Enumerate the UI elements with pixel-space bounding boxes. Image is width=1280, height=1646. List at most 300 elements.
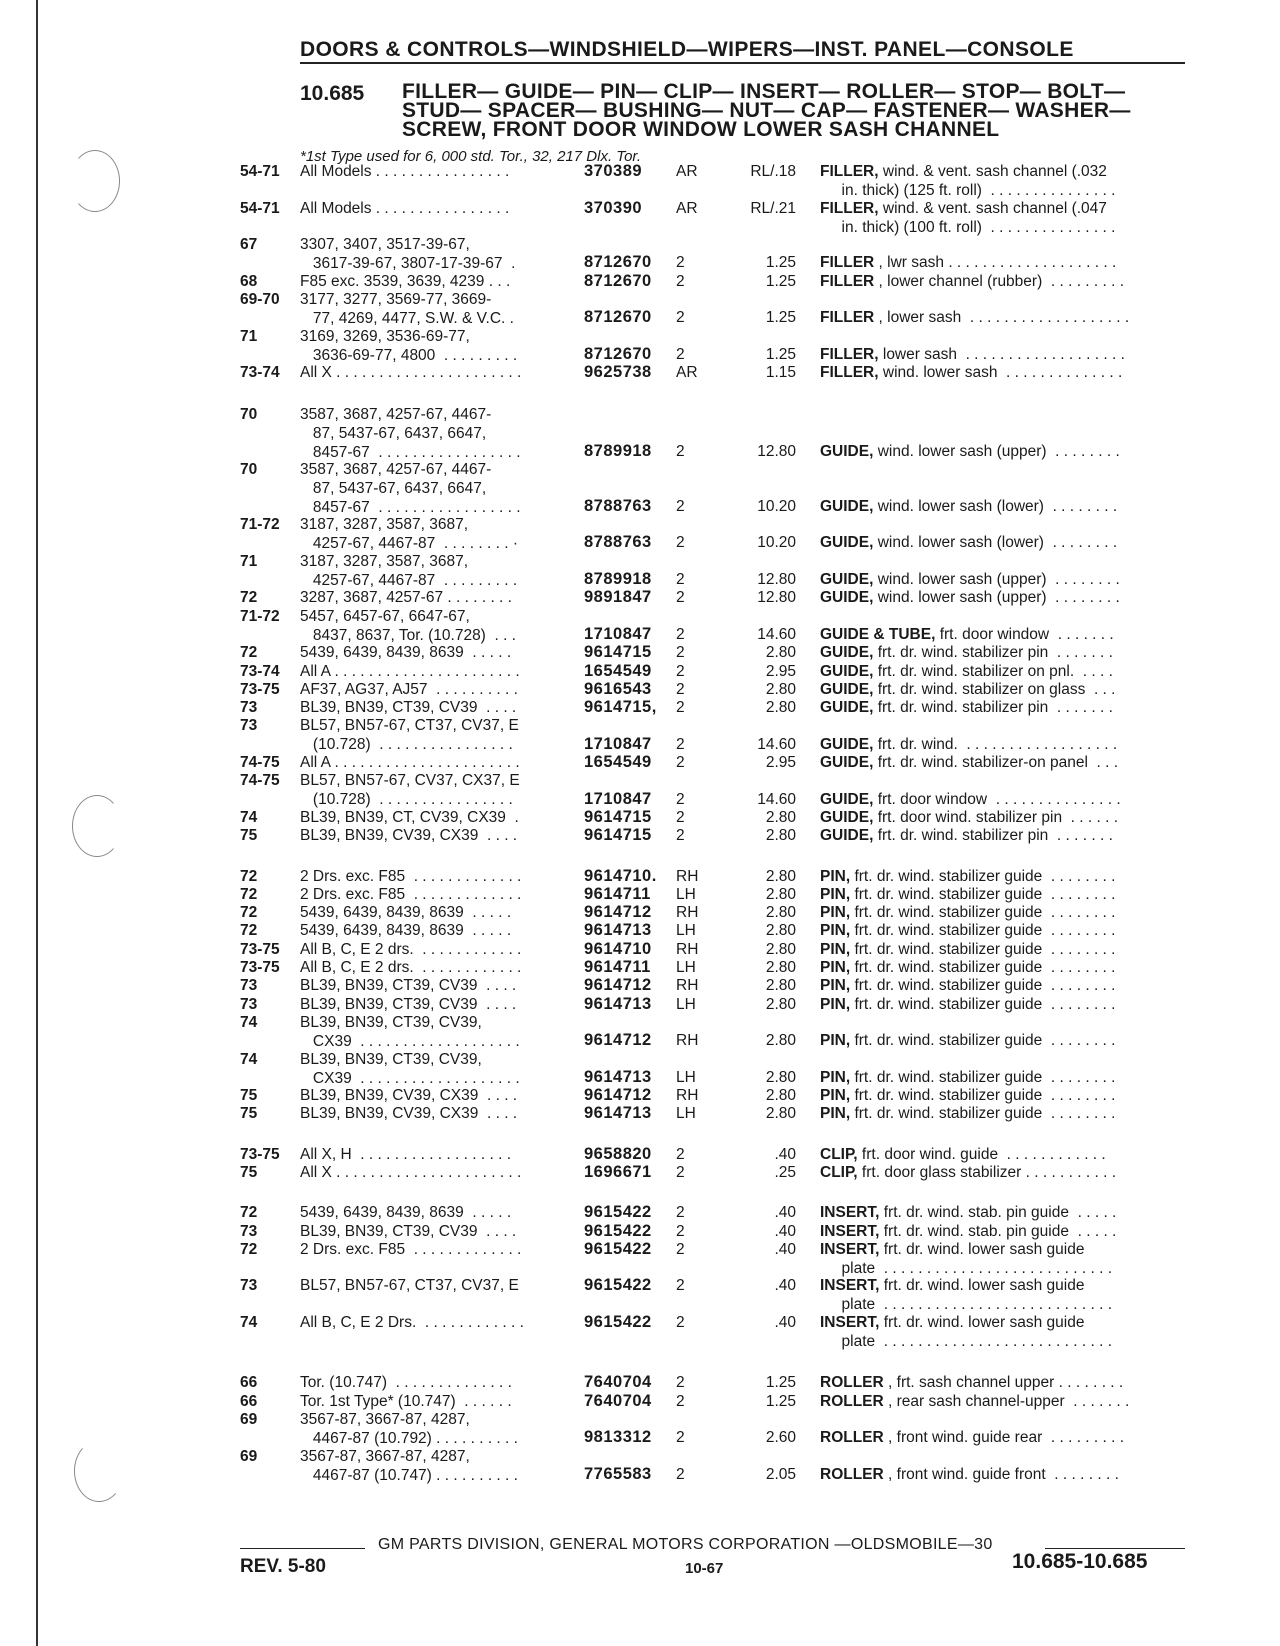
row-year: 54-71	[240, 199, 280, 217]
row-description-text: , front wind. guide front . . . . . . . .	[883, 1465, 1119, 1483]
row-description	[820, 570, 1190, 589]
row-year: 69	[240, 1447, 258, 1465]
row-part-name: FILLER,	[820, 163, 879, 180]
row-description-text: frt. dr. wind. . . . . . . . . . . . . . . . . . .	[873, 735, 1118, 753]
row-part-name: PIN,	[820, 885, 851, 903]
row-description	[820, 533, 1190, 552]
row-part-name: GUIDE,	[820, 680, 874, 698]
row-description-text: frt. dr. wind. stabilizer-on panel . . .	[873, 754, 1119, 772]
row-quantity: RH	[676, 1032, 699, 1050]
row-part-number: 9614712	[584, 903, 652, 922]
row-model: Tor. 1st Type* (10.747) . . . . . .	[300, 1392, 512, 1410]
row-quantity: AR	[676, 199, 698, 217]
row-description	[820, 253, 1190, 272]
row-part-number: 9614713	[584, 1067, 652, 1086]
row-part-name: GUIDE,	[820, 497, 874, 515]
row-part-name: PIN,	[820, 977, 851, 995]
row-description	[820, 940, 1190, 959]
row-year: 66	[240, 1374, 258, 1392]
row-quantity: 2	[676, 1277, 685, 1295]
row-part-number: 9614713	[584, 921, 652, 940]
row-year: 67	[240, 236, 258, 254]
row-part-name: GUIDE,	[820, 790, 874, 808]
row-price: 12.80	[757, 589, 796, 607]
row-part-number: 9614713	[584, 1104, 652, 1123]
row-price: 1.25	[765, 1392, 796, 1410]
row-description	[820, 1104, 1190, 1123]
row-year: 75	[240, 1164, 258, 1181]
row-part-name: PIN,	[820, 1105, 851, 1123]
row-price: 2.80	[765, 959, 796, 977]
section-title-line-3: SCREW, FRONT DOOR WINDOW LOWER SASH CHANNEL	[402, 118, 1000, 141]
row-part-name: PIN,	[820, 1068, 851, 1086]
row-part-number: 1710847	[584, 789, 652, 808]
row-part-number: 9615422	[584, 1239, 652, 1258]
row-model: All X . . . . . . . . . . . . . . . . . . . . . .	[300, 364, 522, 382]
row-part-name: GUIDE,	[820, 735, 874, 753]
row-description	[820, 885, 1190, 904]
row-description	[820, 497, 1190, 516]
row-quantity: AR	[676, 163, 698, 180]
row-description-text: frt. dr. wind. stabilizer guide . . . . . . . .	[850, 1105, 1116, 1123]
row-year: 73	[240, 717, 258, 735]
row-price: .40	[774, 1240, 796, 1258]
row-model: 5439, 6439, 8439, 8639 . . . . .	[300, 922, 512, 940]
row-model: 5439, 6439, 8439, 8639 . . . . .	[300, 904, 512, 922]
row-model: 5457, 6457-67, 6647-67, 8437, 8637, Tor. (10.728) . . .	[300, 607, 516, 644]
page-header-title: DOORS & CONTROLS—WINDSHIELD—WIPERS—INST. PANEL—CONSOLE	[300, 38, 1074, 61]
row-part-name: CLIP,	[820, 1164, 858, 1181]
row-description-text: frt. dr. wind. stabilizer guide . . . . . . . .	[850, 995, 1116, 1013]
row-part-number: 8712670	[584, 344, 652, 363]
row-year: 71	[240, 552, 258, 570]
row-part-name: PIN,	[820, 922, 851, 940]
row-description-text: wind. & vent. sash channel (.047 in. thick) (100 ft. roll) . . . . . . . . . . . . . . .	[841, 199, 1116, 236]
row-description	[820, 903, 1190, 922]
row-part-name: ROLLER	[820, 1392, 884, 1410]
row-part-number: 8789918	[584, 570, 652, 589]
row-description-text: frt. dr. wind. stabilizer guide . . . . . . . .	[850, 1032, 1116, 1050]
binder-hole-bottom	[74, 1440, 124, 1502]
row-year: 74	[240, 808, 258, 826]
row-part-number: 9614710.	[584, 866, 657, 885]
row-year: 71-72	[240, 607, 280, 625]
row-description	[820, 1031, 1190, 1050]
row-description-text: frt. dr. wind. lower sash guide plate . . . . . . . . . . . . . . . . . . . . . . . . . . .	[841, 1277, 1112, 1314]
row-description	[820, 1392, 1190, 1411]
row-description-text: , lower sash . . . . . . . . . . . . . . . . . . .	[874, 309, 1130, 327]
row-description-text: frt. dr. wind. stab. pin guide . . . . .	[879, 1204, 1117, 1222]
row-quantity: 2	[676, 254, 685, 272]
row-price: 2.80	[765, 808, 796, 826]
row-description	[820, 1276, 1190, 1314]
row-quantity: 2	[676, 272, 685, 290]
row-model: BL57, BN57-67, CT37, CV37, E	[300, 1277, 519, 1295]
row-description	[820, 1145, 1190, 1164]
row-quantity: AR	[676, 364, 698, 382]
row-description-text: frt. door window . . . . . . . . . . . . . . .	[873, 790, 1121, 808]
row-description	[820, 1240, 1190, 1278]
row-description-text: frt. door wind. guide . . . . . . . . . . . .	[857, 1145, 1106, 1163]
row-part-name: FILLER	[820, 272, 875, 290]
row-quantity: 2	[676, 442, 685, 460]
row-description-text: frt. dr. wind. stabilizer guide . . . . . . . .	[850, 959, 1116, 977]
row-quantity: 2	[676, 497, 685, 515]
row-quantity: 2	[676, 680, 685, 698]
row-description	[820, 753, 1190, 772]
row-part-number: 9614710	[584, 939, 652, 958]
row-part-number: 8788763	[584, 533, 652, 552]
row-quantity: 2	[676, 1429, 685, 1447]
row-year: 68	[240, 272, 258, 290]
row-price: 10.20	[757, 497, 796, 515]
row-description	[820, 588, 1190, 607]
row-part-number: 9614715,	[584, 698, 657, 717]
row-part-number: 7765583	[584, 1464, 652, 1483]
row-model: All Models . . . . . . . . . . . . . . . .	[300, 163, 510, 180]
row-model: 5439, 6439, 8439, 8639 . . . . .	[300, 1204, 512, 1222]
section-number: 10.685	[300, 82, 365, 105]
row-part-name: CLIP,	[820, 1145, 858, 1163]
row-quantity: 2	[676, 1240, 685, 1258]
row-part-name: GUIDE,	[820, 827, 874, 845]
row-price: 1.15	[765, 364, 796, 382]
row-description-text: lower sash . . . . . . . . . . . . . . . . . . .	[878, 345, 1125, 363]
row-part-name: PIN,	[820, 1032, 851, 1050]
row-year: 75	[240, 1105, 258, 1123]
row-description-text: frt. dr. wind. stabilizer guide . . . . . . . .	[850, 940, 1116, 958]
row-model: 3169, 3269, 3536-69-77, 3636-69-77, 4800 . . . . . . . . .	[300, 327, 518, 364]
row-year: 74	[240, 1013, 258, 1031]
row-model: 2 Drs. exc. F85 . . . . . . . . . . . . .	[300, 885, 522, 903]
row-description	[820, 958, 1190, 977]
footer-revision: REV. 5-80	[240, 1556, 326, 1577]
row-model: 3307, 3407, 3517-39-67, 3617-39-67, 3807-17-39-67 .	[300, 236, 516, 273]
row-year: 74-75	[240, 772, 280, 790]
row-part-number: 8712670	[584, 308, 652, 327]
row-quantity: 2	[676, 662, 685, 680]
row-part-number: 7640704	[584, 1373, 652, 1392]
row-price: 2.80	[765, 1087, 796, 1105]
row-year: 75	[240, 1087, 258, 1105]
row-quantity: 2	[676, 790, 685, 808]
row-part-name: ROLLER	[820, 1374, 884, 1392]
row-description	[820, 1428, 1190, 1447]
row-model: BL57, BN57-67, CT37, CV37, E (10.728) . . . . . . . . . . . . . . . .	[300, 717, 519, 754]
row-description	[820, 363, 1190, 382]
row-part-name: PIN,	[820, 904, 851, 922]
row-description-text: frt. door glass stabilizer . . . . . . . . . . .	[857, 1164, 1117, 1181]
row-description-text: wind. lower sash . . . . . . . . . . . . . .	[878, 364, 1123, 382]
row-quantity: RH	[676, 867, 699, 885]
row-description	[820, 162, 1190, 200]
row-description-text: wind. lower sash (upper) . . . . . . . .	[873, 589, 1120, 607]
row-part-name: GUIDE,	[820, 754, 874, 772]
row-description-text: frt. door wind. stabilizer pin . . . . . .	[873, 808, 1119, 826]
row-model: F85 exc. 3539, 3639, 4239 . . .	[300, 272, 511, 290]
row-price: 14.60	[757, 735, 796, 753]
row-price: .40	[774, 1222, 796, 1240]
row-description-text: frt. dr. wind. stabilizer pin . . . . . . .	[873, 699, 1113, 717]
row-model: 3587, 3687, 4257-67, 4467- 87, 5437-67, 6437, 6647, 8457-67 . . . . . . . . . . . . . . . . .	[300, 461, 521, 517]
row-quantity: 2	[676, 808, 685, 826]
row-description	[820, 921, 1190, 940]
row-description	[820, 808, 1190, 827]
page-margin-line	[36, 0, 38, 1646]
row-part-name: PIN,	[820, 1087, 851, 1105]
row-description-text: frt. dr. wind. stabilizer pin . . . . . . .	[873, 827, 1113, 845]
row-quantity: 2	[676, 309, 685, 327]
row-description-text: frt. dr. wind. stabilizer on pnl. . . . .	[873, 662, 1113, 680]
row-price: 14.60	[757, 625, 796, 643]
row-part-name: ROLLER	[820, 1429, 884, 1447]
row-description-text: , rear sash channel-upper . . . . . . .	[883, 1392, 1130, 1410]
row-price: 12.80	[757, 571, 796, 589]
row-part-number: 1710847	[584, 624, 652, 643]
row-part-name: INSERT,	[820, 1240, 880, 1258]
row-model: All B, C, E 2 drs. . . . . . . . . . . . .	[300, 940, 522, 958]
row-model: 2 Drs. exc. F85 . . . . . . . . . . . . .	[300, 867, 522, 885]
row-part-number: 9625738	[584, 363, 652, 382]
row-description-text: frt. dr. wind. stabilizer guide . . . . . . . .	[850, 867, 1116, 885]
row-price: 2.80	[765, 1032, 796, 1050]
row-price: 2.80	[765, 922, 796, 940]
row-model: AF37, AG37, AJ57 . . . . . . . . . .	[300, 680, 518, 698]
row-part-name: GUIDE,	[820, 571, 874, 589]
row-description	[820, 1313, 1190, 1351]
row-part-name: PIN,	[820, 959, 851, 977]
row-model: All B, C, E 2 Drs. . . . . . . . . . . . .	[300, 1314, 524, 1332]
row-quantity: 2	[676, 735, 685, 753]
row-description	[820, 680, 1190, 699]
row-description-text: wind. lower sash (lower) . . . . . . . .	[873, 497, 1118, 515]
row-price: 1.25	[765, 1374, 796, 1392]
row-part-name: INSERT,	[820, 1277, 880, 1295]
row-part-number: 9615422	[584, 1221, 652, 1240]
row-model: BL39, BN39, CT39, CV39 . . . .	[300, 1222, 517, 1240]
row-part-number: 9614713	[584, 994, 652, 1013]
row-year: 73	[240, 1222, 258, 1240]
row-part-number: 9658820	[584, 1144, 652, 1163]
row-description	[820, 1222, 1190, 1241]
row-part-number: 9614715	[584, 643, 652, 662]
row-year: 73-75	[240, 959, 280, 977]
row-year: 73-75	[240, 680, 280, 698]
row-part-number: 1654549	[584, 661, 652, 680]
row-description	[820, 272, 1190, 291]
row-description	[820, 826, 1190, 845]
row-description	[820, 345, 1190, 364]
row-price: RL/.21	[750, 199, 796, 217]
row-part-name: PIN,	[820, 867, 851, 885]
row-part-number: 9615422	[584, 1203, 652, 1222]
row-description-text: wind. & vent. sash channel (.032 in. thick) (125 ft. roll) . . . . . . . . . . . . . . .	[841, 163, 1116, 199]
row-year: 72	[240, 904, 258, 922]
row-year: 70	[240, 406, 258, 424]
row-description	[820, 199, 1190, 237]
row-price: 2.80	[765, 940, 796, 958]
row-model: 3287, 3687, 4257-67 . . . . . . . .	[300, 589, 512, 607]
row-model: 5439, 6439, 8439, 8639 . . . . .	[300, 644, 512, 662]
row-model: 3187, 3287, 3587, 3687, 4257-67, 4467-87 . . . . . . . . .	[300, 552, 518, 589]
row-quantity: LH	[676, 885, 696, 903]
row-model: All X . . . . . . . . . . . . . . . . . . . . . .	[300, 1164, 522, 1181]
row-part-number: 8712670	[584, 271, 652, 290]
row-description	[820, 867, 1190, 886]
row-price: 2.80	[765, 1105, 796, 1123]
row-part-name: GUIDE,	[820, 442, 874, 460]
row-quantity: 2	[676, 644, 685, 662]
footer-corporation: GM PARTS DIVISION, GENERAL MOTORS CORPORATION —OLDSMOBILE—30	[378, 1536, 993, 1553]
row-model: BL39, BN39, CV39, CX39 . . . .	[300, 1087, 518, 1105]
row-model: 3567-87, 3667-87, 4287, 4467-87 (10.792) . . . . . . . . . .	[300, 1411, 518, 1448]
row-model: All X, H . . . . . . . . . . . . . . . . . .	[300, 1145, 512, 1163]
row-quantity: RH	[676, 977, 699, 995]
row-year: 73-74	[240, 364, 280, 382]
row-description-text: wind. lower sash (lower) . . . . . . . .	[873, 534, 1118, 552]
row-model: BL39, BN39, CV39, CX39 . . . .	[300, 1105, 518, 1123]
row-part-name: FILLER	[820, 309, 875, 327]
row-description-text: , frt. sash channel upper . . . . . . . .	[883, 1374, 1124, 1392]
section-title-line-1: FILLER— GUIDE— PIN— CLIP— INSERT— ROLLER— STOP— BOLT—	[402, 80, 1126, 103]
row-description	[820, 643, 1190, 662]
row-model: BL39, BN39, CT39, CV39, CX39 . . . . . . . . . . . . . . . . . . .	[300, 1050, 520, 1087]
row-model: 3187, 3287, 3587, 3687, 4257-67, 4467-87 . . . . . . . . ·	[300, 516, 518, 553]
row-description-text: frt. dr. wind. stab. pin guide . . . . .	[879, 1222, 1117, 1240]
row-year: 73	[240, 977, 258, 995]
row-description-text: frt. dr. wind. stabilizer guide . . . . . . . .	[850, 922, 1116, 940]
row-model: BL39, BN39, CT, CV39, CX39 .	[300, 808, 519, 826]
row-quantity: RH	[676, 940, 699, 958]
row-year: 73	[240, 1277, 258, 1295]
footer-rule-right	[1045, 1548, 1185, 1549]
row-description	[820, 662, 1190, 681]
row-year: 72	[240, 1240, 258, 1258]
row-year: 74	[240, 1314, 258, 1332]
row-price: .40	[774, 1204, 796, 1222]
row-year: 71	[240, 327, 258, 345]
row-description	[820, 1086, 1190, 1105]
row-part-name: GUIDE,	[820, 699, 874, 717]
row-description	[820, 308, 1190, 327]
row-part-name: INSERT,	[820, 1204, 880, 1222]
row-year: 75	[240, 827, 258, 845]
row-quantity: 2	[676, 1204, 685, 1222]
row-part-number: 1696671	[584, 1163, 652, 1181]
row-price: 2.80	[765, 867, 796, 885]
row-model: All B, C, E 2 drs. . . . . . . . . . . . .	[300, 959, 522, 977]
row-model: BL39, BN39, CT39, CV39 . . . .	[300, 699, 517, 717]
row-description-text: frt. dr. wind. stabilizer guide . . . . . . . .	[850, 885, 1116, 903]
row-part-number: 8712670	[584, 253, 652, 272]
row-part-name: GUIDE,	[820, 534, 874, 552]
row-price: .40	[774, 1145, 796, 1163]
footer-section-range: 10.685-10.685	[1012, 1550, 1148, 1573]
row-part-name: GUIDE,	[820, 589, 874, 607]
row-description-text: frt. dr. wind. stabilizer guide . . . . . . . .	[850, 977, 1116, 995]
row-year: 71-72	[240, 516, 280, 534]
row-price: 1.25	[765, 309, 796, 327]
row-model: BL39, BN39, CT39, CV39 . . . .	[300, 995, 517, 1013]
row-quantity: 2	[676, 345, 685, 363]
row-year: 74-75	[240, 754, 280, 772]
row-part-name: ROLLER	[820, 1465, 884, 1483]
binder-hole-top	[70, 150, 120, 212]
row-part-number: 370390	[584, 198, 643, 217]
row-year: 72	[240, 922, 258, 940]
row-year: 73-74	[240, 662, 280, 680]
row-model: All A . . . . . . . . . . . . . . . . . . . . . .	[300, 754, 520, 772]
row-quantity: 2	[676, 534, 685, 552]
row-price: 2.80	[765, 885, 796, 903]
row-quantity: LH	[676, 1068, 696, 1086]
row-quantity: 2	[676, 1465, 685, 1483]
row-price: 2.80	[765, 904, 796, 922]
row-part-name: INSERT,	[820, 1314, 880, 1332]
row-part-number: 8789918	[584, 441, 652, 460]
row-year: 73-75	[240, 1145, 280, 1163]
row-model: BL39, BN39, CT39, CV39, CX39 . . . . . . . . . . . . . . . . . . .	[300, 1013, 520, 1050]
row-model: All Models . . . . . . . . . . . . . . . .	[300, 199, 510, 217]
row-part-name: GUIDE,	[820, 808, 874, 826]
row-year: 74	[240, 1050, 258, 1068]
row-part-name: GUIDE,	[820, 662, 874, 680]
row-price: 2.80	[765, 699, 796, 717]
row-quantity: LH	[676, 995, 696, 1013]
row-description	[820, 995, 1190, 1014]
row-description	[820, 1465, 1190, 1484]
row-price: 12.80	[757, 442, 796, 460]
row-quantity: 2	[676, 1392, 685, 1410]
row-description-text: wind. lower sash (upper) . . . . . . . .	[873, 571, 1120, 589]
row-part-name: FILLER,	[820, 199, 879, 217]
row-description-text: frt. dr. wind. stabilizer on glass . . .	[873, 680, 1116, 698]
row-description-text: wind. lower sash (upper) . . . . . . . .	[873, 442, 1120, 460]
row-part-name: GUIDE,	[820, 644, 874, 662]
row-price: 14.60	[757, 790, 796, 808]
section-title-line-2: STUD— SPACER— BUSHING— NUT— CAP— FASTENER— WASHER—	[402, 99, 1131, 122]
row-year: 72	[240, 1204, 258, 1222]
row-quantity: 2	[676, 1164, 685, 1181]
row-description-text: frt. dr. wind. lower sash guide plate . . . . . . . . . . . . . . . . . . . . . . . . . . .	[841, 1314, 1112, 1351]
row-quantity: 2	[676, 571, 685, 589]
row-price: 2.80	[765, 827, 796, 845]
row-price: 2.60	[765, 1429, 796, 1447]
row-part-number: 9615422	[584, 1313, 652, 1332]
row-price: 2.80	[765, 680, 796, 698]
row-year: 73-75	[240, 940, 280, 958]
row-description-text: frt. dr. wind. stabilizer pin . . . . . . .	[873, 644, 1113, 662]
row-year: 72	[240, 885, 258, 903]
row-year: 72	[240, 589, 258, 607]
row-quantity: 2	[676, 1145, 685, 1163]
row-description	[820, 1068, 1190, 1087]
row-description-text: , lower channel (rubber) . . . . . . . . .	[874, 272, 1125, 290]
row-quantity: LH	[676, 922, 696, 940]
row-year: 69-70	[240, 291, 280, 309]
row-part-name: INSERT,	[820, 1222, 880, 1240]
row-description	[820, 735, 1190, 754]
row-price: 2.80	[765, 644, 796, 662]
row-part-number: 9614711	[584, 958, 651, 977]
row-quantity: 2	[676, 589, 685, 607]
row-year: 72	[240, 867, 258, 885]
row-quantity: 2	[676, 1374, 685, 1392]
row-part-number: 9614715	[584, 826, 652, 845]
footer-page-number: 10-67	[685, 1560, 724, 1577]
row-model: 3567-87, 3667-87, 4287, 4467-87 (10.747) . . . . . . . . . .	[300, 1447, 518, 1484]
row-model: BL39, BN39, CV39, CX39 . . . .	[300, 827, 518, 845]
